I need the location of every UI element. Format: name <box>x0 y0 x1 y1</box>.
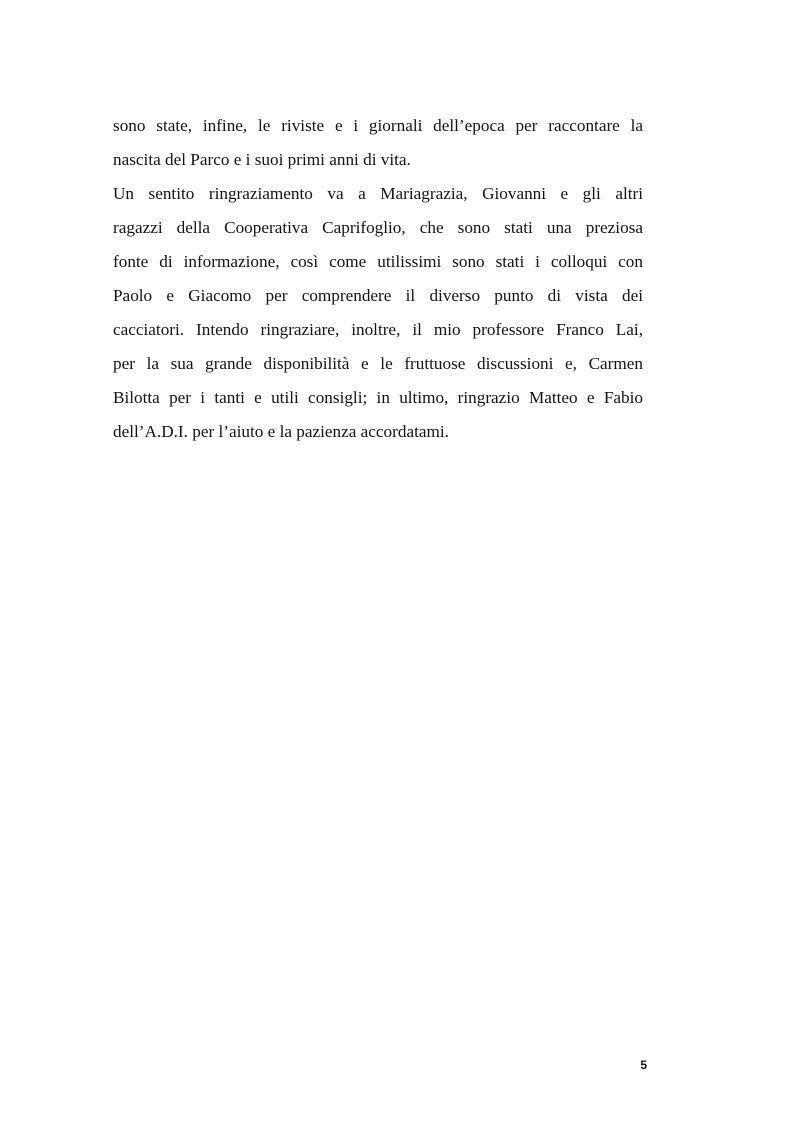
paragraph <box>113 177 643 449</box>
text-line: nascita del Parco e i suoi primi anni di vita. <box>113 150 411 169</box>
text-line: per la sua grande disponibilità e le fruttuose discussioni e, Carmen <box>113 354 643 373</box>
text-line: Un sentito ringraziamento va a Mariagrazia, Giovanni e gli altri <box>113 184 643 203</box>
text-line: ragazzi della Cooperativa Caprifoglio, che sono stati una preziosa <box>113 218 643 237</box>
page-number: 5 <box>640 1058 647 1072</box>
text-line: dell’A.D.I. per l’aiuto e la pazienza accordatami. <box>113 422 449 441</box>
text-line: fonte di informazione, così come utilissimi sono stati i colloqui con <box>113 252 643 271</box>
text-line: Bilotta per i tanti e utili consigli; in ultimo, ringrazio Matteo e Fabio <box>113 388 643 407</box>
text-line: sono state, infine, le riviste e i giornali dell’epoca per raccontare la <box>113 116 643 135</box>
text-line: Paolo e Giacomo per comprendere il diverso punto di vista dei <box>113 286 643 305</box>
paragraph <box>113 109 643 177</box>
text-line: cacciatori. Intendo ringraziare, inoltre, il mio professore Franco Lai, <box>113 320 643 339</box>
body-text <box>113 109 643 449</box>
